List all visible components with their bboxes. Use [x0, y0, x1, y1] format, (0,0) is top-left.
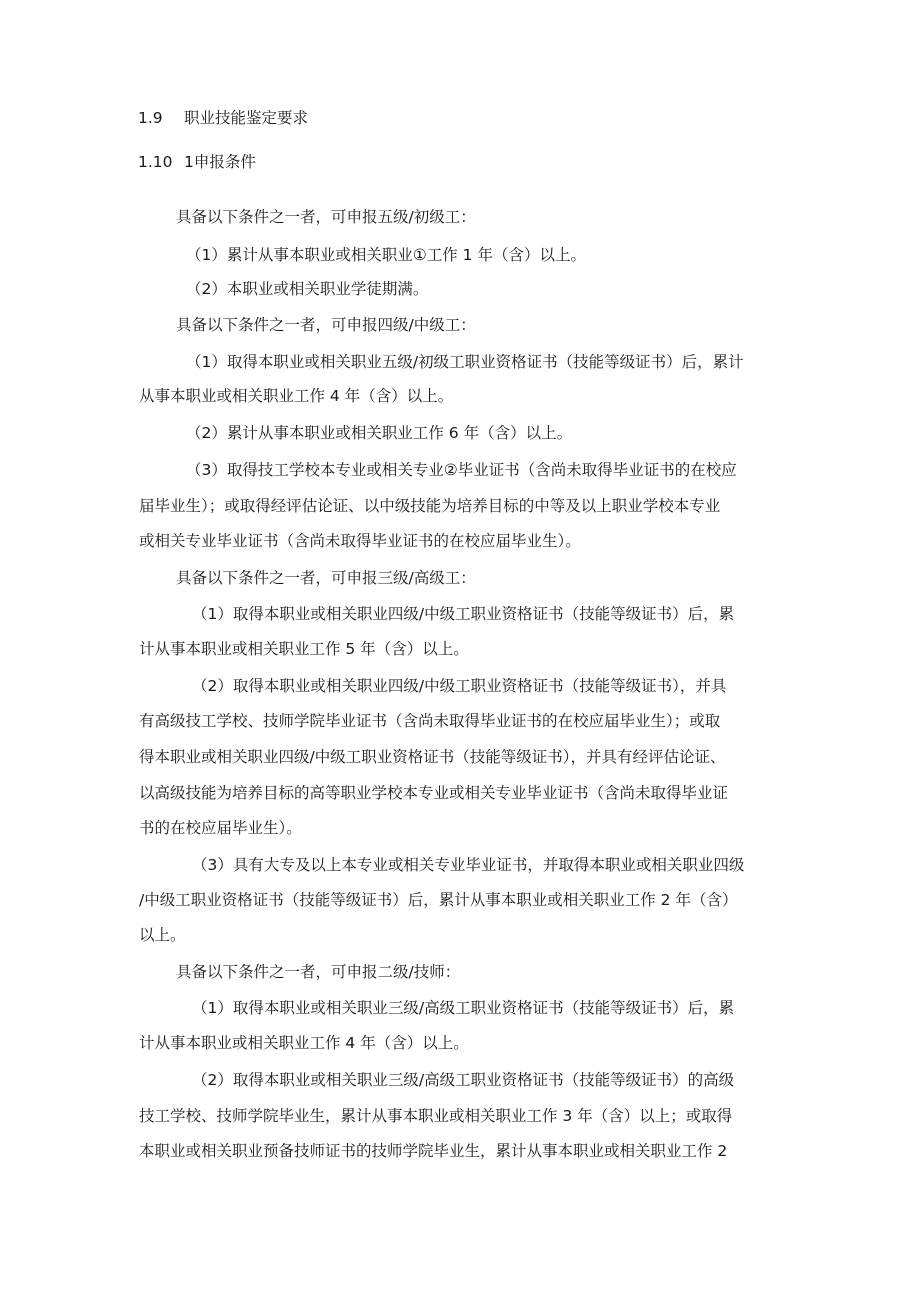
paragraph-line: 以高级技能为培养目标的高等职业学校本专业或相关专业毕业证书（含尚未取得毕业证 — [139, 784, 729, 802]
paragraph-line: （1）累计从事本职业或相关职业①工作 1 年（含）以上。 — [186, 246, 586, 264]
section-number: 1.10 — [138, 153, 173, 171]
paragraph-line: 届毕业生）；或取得经评估论证、以中级技能为培养目标的中等及以上职业学校本专业 — [139, 497, 721, 515]
paragraph-line: （1）取得本职业或相关职业三级/高级工职业资格证书（技能等级证书）后，累 — [192, 999, 735, 1017]
paragraph-line: 以上。 — [139, 926, 186, 944]
paragraph-line: 具备以下条件之一者，可申报二级/技师： — [176, 963, 461, 981]
paragraph-line: 技工学校、技师学院毕业生，累计从事本职业或相关职业工作 3 年（含）以上；或取得 — [139, 1107, 733, 1125]
paragraph-line: （1）取得本职业或相关职业四级/中级工职业资格证书（技能等级证书）后，累 — [192, 605, 735, 623]
section-title: 职业技能鉴定要求 — [184, 109, 309, 127]
section-heading — [138, 152, 256, 172]
paragraph-line: 或相关专业毕业证书（含尚未取得毕业证书的在校应届毕业生）。 — [139, 532, 581, 550]
paragraph-line: （3）具有大专及以上本专业或相关专业毕业证书，并取得本职业或相关职业四级 — [192, 856, 745, 874]
paragraph-line: 具备以下条件之一者，可申报三级/高级工： — [176, 569, 476, 587]
paragraph-line: （3）取得技工学校本专业或相关专业②毕业证书（含尚未取得毕业证书的在校应 — [186, 461, 737, 479]
paragraph-line: （1）取得本职业或相关职业五级/初级工职业资格证书（技能等级证书）后，累计 — [186, 353, 744, 371]
paragraph-line: 具备以下条件之一者，可申报五级/初级工： — [176, 208, 476, 226]
section-title: 1申报条件 — [184, 153, 256, 171]
paragraph-line: （2）本职业或相关职业学徒期满。 — [186, 280, 429, 298]
paragraph-line: （2）累计从事本职业或相关职业工作 6 年（含）以上。 — [186, 424, 573, 442]
paragraph-line: （2）取得本职业或相关职业四级/中级工职业资格证书（技能等级证书），并具 — [192, 677, 727, 695]
paragraph-line: 有高级技工学校、技师学院毕业证书（含尚未取得毕业证书的在校应届毕业生）；或取 — [139, 712, 721, 730]
section-number: 1.9 — [138, 109, 163, 127]
paragraph-line: 具备以下条件之一者，可申报四级/中级工： — [176, 316, 476, 334]
paragraph-line: 得本职业或相关职业四级/中级工职业资格证书（技能等级证书），并具有经评估论证、 — [139, 748, 726, 766]
section-heading — [138, 108, 308, 128]
paragraph-line: （2）取得本职业或相关职业三级/高级工职业资格证书（技能等级证书）的高级 — [192, 1071, 735, 1089]
paragraph-line: 计从事本职业或相关职业工作 4 年（含）以上。 — [139, 1034, 469, 1052]
paragraph-line: 从事本职业或相关职业工作 4 年（含）以上。 — [139, 387, 454, 405]
paragraph-line: 书的在校应届毕业生）。 — [139, 819, 302, 837]
paragraph-line: 本职业或相关职业预备技师证书的技师学院毕业生，累计从事本职业或相关职业工作 2 — [139, 1142, 728, 1160]
paragraph-line: /中级工职业资格证书（技能等级证书）后，累计从事本职业或相关职业工作 2 年（含） — [139, 891, 738, 909]
paragraph-line: 计从事本职业或相关职业工作 5 年（含）以上。 — [139, 640, 469, 658]
